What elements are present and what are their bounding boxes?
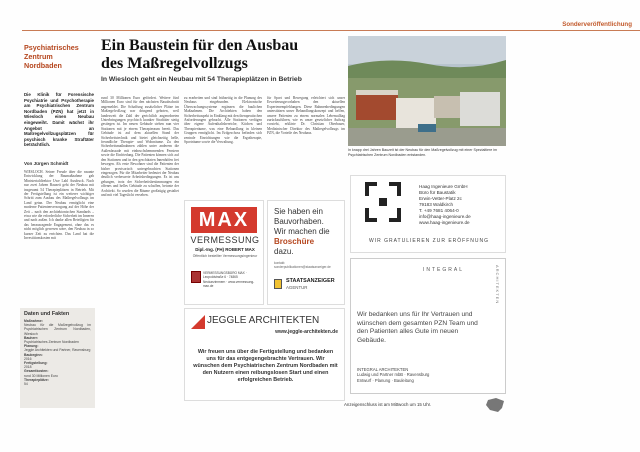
integral-label: INTEGRAL: [423, 267, 465, 273]
integral-name: INTEGRAL ARCHITEKTEN: [357, 367, 409, 372]
section-label: [24, 43, 90, 70]
sonder-label: Sonderveröffentlichung: [562, 21, 632, 28]
bw-map-icon: [486, 398, 506, 412]
ad-integral-architekten[interactable]: [350, 258, 506, 394]
fact-label: Maßnahme:: [24, 319, 43, 323]
fact-box: [20, 308, 95, 408]
integral-text: Wir bedanken uns für Ihr Vertrauen und wünschen dem gesamten PZN Team und den Patienten alles Gute im neuen Gebäude.: [357, 311, 478, 344]
staats-headline: [274, 207, 330, 257]
footer-note: Anzeigenschluss ist am Mittwoch um 15 Uhr.: [344, 402, 432, 407]
fact-value: 2016: [24, 356, 32, 361]
max-details: VERMESSUNGSBÜRO MAX · Leopoldstraße 6 · 74865 Neckarzimmern · www.vermessung-max.de: [203, 271, 255, 289]
jeggle-url[interactable]: www.jeggle-architekten.de: [275, 329, 338, 335]
ad-max-vermessung[interactable]: [184, 200, 264, 305]
max-logo: MAX: [191, 207, 257, 233]
haag-line2: Erwin-Vetter-Platz 2c: [419, 196, 462, 201]
body-column-2: rund 30 Millionen Euro gefördert. Weitere fünf Millionen Euro sind für den nächsten Bauabschnitt angemeldet. Die Schaffung zusätzlicher Plätze im Maßregelvollzug war dringend geboten, weil landesweit die Zahl der gerichtlich angeordneten Unterbringungen psychisch kranker Straftäter stetig gestiegen ist. Im neuen Gebäude stehen nun vier Stationen mit je einem Therapieraum bereit. Das Gebäude ist auf dem aktuellen Stand der Sicherheitstechnik und bietet gleichzeitig helle, freundliche Therapie- und Wohnräume. Zu den Sicherheitsmaßnahmen zählen unter anderem die Außenfassade mit einbruchshemmenden Fenstern sowie die Einfriedung. Die Patienten können sich auf den Stationen und in den geschützten Innenhöfen frei bewegen. Als erste Bewohner sind die Patienten der bisher provisorisch untergebrachten Stationen eingezogen. Für die Mitarbeiter bedeutet der Neubau deutlich verbesserte Arbeitsbedingungen. Es ist uns gelungen, trotz der Sicherheitsbestimmungen ein offenes und helles Gebäude zu schaffen, betonte der Architekt. So wurden die Räume großzügig gestaltet und mit viel Tageslicht versehen.: [101, 96, 179, 197]
lion-crest-icon: [274, 279, 282, 289]
haag-logo-icon: [365, 182, 401, 222]
headline: [101, 37, 346, 73]
body-column-1: WIESLOCH. Seiner Freude über die rasante Entwicklung der Baumaßnahme gab Ministerialdirektor Uwe Lahl Ausdruck. Nach nur zwei Jahren Bauzeit geht der Neubau mit insgesamt 54 Therapieplätzen in Betrieb. Mit der Fertigstellung ist ein weiterer wichtiger Schritt zum Ausbau des Maßregelvollzugs im Land getan. Der Neubau ermöglicht eine moderne Patientenversorgung auf der Höhe der Zeit – nach den architektonischen Standards – etwa wie die erforderliche Sicherheit im Inneren und nach außen. Ich danke allen Beteiligten für das herausragende Engagement, ohne das es nicht möglich gewesen wäre, den Neubau in so kurzer Zeit zu errichten. Das Land hat die Investitionskosten mit: [24, 170, 94, 241]
fact-value: Psychiatrisches Zentrum Nordbaden: [24, 340, 79, 345]
fact-value: 2018: [24, 365, 32, 370]
ad-jeggle-architekten[interactable]: [184, 308, 345, 401]
photo-caption: In knapp drei Jahren Bauzeit ist der Neubau für den Maßregelvollzug mit einer Spezialtiere im Psychiatrischen Zentrum Nordbaden entstanden.: [348, 148, 498, 157]
max-owner: Dipl.-Ing. (FH) ROBERT MAX: [195, 247, 255, 252]
staats-logo-sub: AGENTUR: [286, 285, 308, 290]
staats-logo: STAATSANZEIGER: [286, 278, 335, 284]
fact-box-title: Daten und Fakten: [24, 311, 70, 317]
section-label-line2: Zentrum Nordbaden: [24, 52, 62, 70]
headline-line1: Ein Baustein für den Ausbau: [101, 37, 299, 54]
max-owner-sub: Öffentlich bestellter Vermessungsingenieur: [192, 254, 258, 258]
max-vermessung-text: VERMESSUNG: [190, 235, 260, 245]
jeggle-text: Wir freuen uns über die Fertigstellung und bedanken uns für das entgegengebrachte Vertrauen. Wir wünschen dem Psychiatrischen Zentrum Nordbaden mit den Nutzern einen reibungslosen Start und einen erfolgreichen Betrieb.: [193, 349, 338, 383]
jeggle-logo: JEGGLE ARCHITEKTEN: [207, 315, 320, 326]
fact-label: Bauherr:: [24, 335, 39, 340]
haag-title: Haag Ingenieure GmbH: [419, 184, 468, 189]
haag-line3: 79183 Waldkirch: [419, 202, 454, 207]
fact-label: Therapieplätze:: [24, 377, 49, 382]
author-line: Von Jürgen Schmidt: [24, 161, 69, 166]
subhead: In Wiesloch geht ein Neubau mit 54 Therapieplätzen in Betrieb: [101, 76, 302, 83]
staats-contact: kontakt: sonderpublikationen@staatsanzeiger.de: [274, 261, 331, 269]
haag-address: [419, 184, 471, 226]
staats-text3: Wir machen die: [274, 227, 330, 236]
haag-line6: www.haag-ingenieure.de: [419, 220, 470, 225]
fact-label: Fertigstellung:: [24, 361, 48, 366]
staats-text4: Broschüre: [274, 237, 315, 246]
building-photo: [348, 36, 506, 146]
fact-label: Baubeginn:: [24, 352, 43, 357]
body-column-4: für Sport und Bewegung erleichtert sich unser Erweiterungsvorhaben den aktuellen Expertenempfehlungen. Diese Rahmenbedingungen unterstützen unser Behandlungskonzept und helfen, unsere Patienten zu einem normalen Lebensalltag zurückzuführen, wie es unser gesetzlicher Auftrag vorsieht, erklärte Dr. Christian Oberbauer, Medizinischer Direktor des Maßregelvollzugs im PZN, die Vorteile des Neubaus.: [267, 96, 345, 136]
crest-icon: [191, 271, 201, 283]
staats-text2: Bauvorhaben.: [274, 217, 324, 226]
fact-label: Planung:: [24, 344, 39, 349]
body-column-3: zu erarbeiten und sind frühzeitig in die Planung des Neubaus eingebunden. Elektronische Überwachungssysteme ergänzen die baulichen Maßnahmen. Die Architekten haben den Sicherheitsaspekt in Einklang mit den therapeutischen Anforderungen gebracht. Alle Stationen verfügen über eigene Aufenthaltsbereiche, Küchen und Therapieräume, was eine Behandlung in kleinen Gruppen ermöglicht. Im Erdgeschoss befinden sich zentrale Einrichtungen wie die Ergotherapie, Sporträume sowie die Verwaltung.: [184, 96, 262, 145]
jeggle-logo-icon: [191, 315, 205, 329]
staats-text5: dazu.: [274, 247, 294, 256]
integral-contact: [357, 367, 429, 383]
lead-paragraph: Die Klinik für Forensische Psychiatrie und Psychotherapie am Psychiatrischen Zentrum Nordbaden (PZN) hat jetzt in Wiesloch einen Neubau eingeweiht. Damit wächst ihr Angebot an Maßregelvollzugsplätzen für psychisch kranke Straftäter beträchtlich.: [24, 92, 94, 148]
section-label-line1: Psychiatrisches: [24, 43, 79, 52]
headline-line2: des Maßregelvollzugs: [101, 55, 248, 72]
fact-box-items: [24, 319, 91, 386]
haag-line5: info@haag-ingenieure.de: [419, 214, 471, 219]
haag-line4: T. +49 7681 4064-0: [419, 208, 459, 213]
haag-line1: Büro für Baustatik: [419, 190, 456, 195]
integral-addr: Ludwig und Partner mbB · Ravensburg: [357, 372, 430, 378]
fact-value: 54: [24, 382, 28, 387]
fact-label: Gesamtkosten:: [24, 369, 49, 374]
haag-slogan: WIR GRATULIEREN ZUR ERÖFFNUNG: [368, 238, 490, 244]
integral-services: Entwurf · Planung · Bauleitung: [357, 377, 414, 383]
fact-value: rund 30 Millionen Euro: [24, 373, 58, 378]
ad-haag-ingenieure[interactable]: [350, 175, 506, 253]
integral-vertical: ARCHITEKTEN: [495, 265, 500, 305]
top-rule: [0, 21, 640, 31]
ad-staatsanzeiger[interactable]: [267, 200, 345, 305]
staats-text1: Sie haben ein: [274, 207, 323, 216]
fact-value: Neubau für die Maßregelvollzug im Psychiatrischen Zentrum Nordbaden, Wiesloch: [24, 323, 91, 336]
fact-value: Jeggle Architekten und Partner, Ravensburg: [24, 348, 91, 353]
